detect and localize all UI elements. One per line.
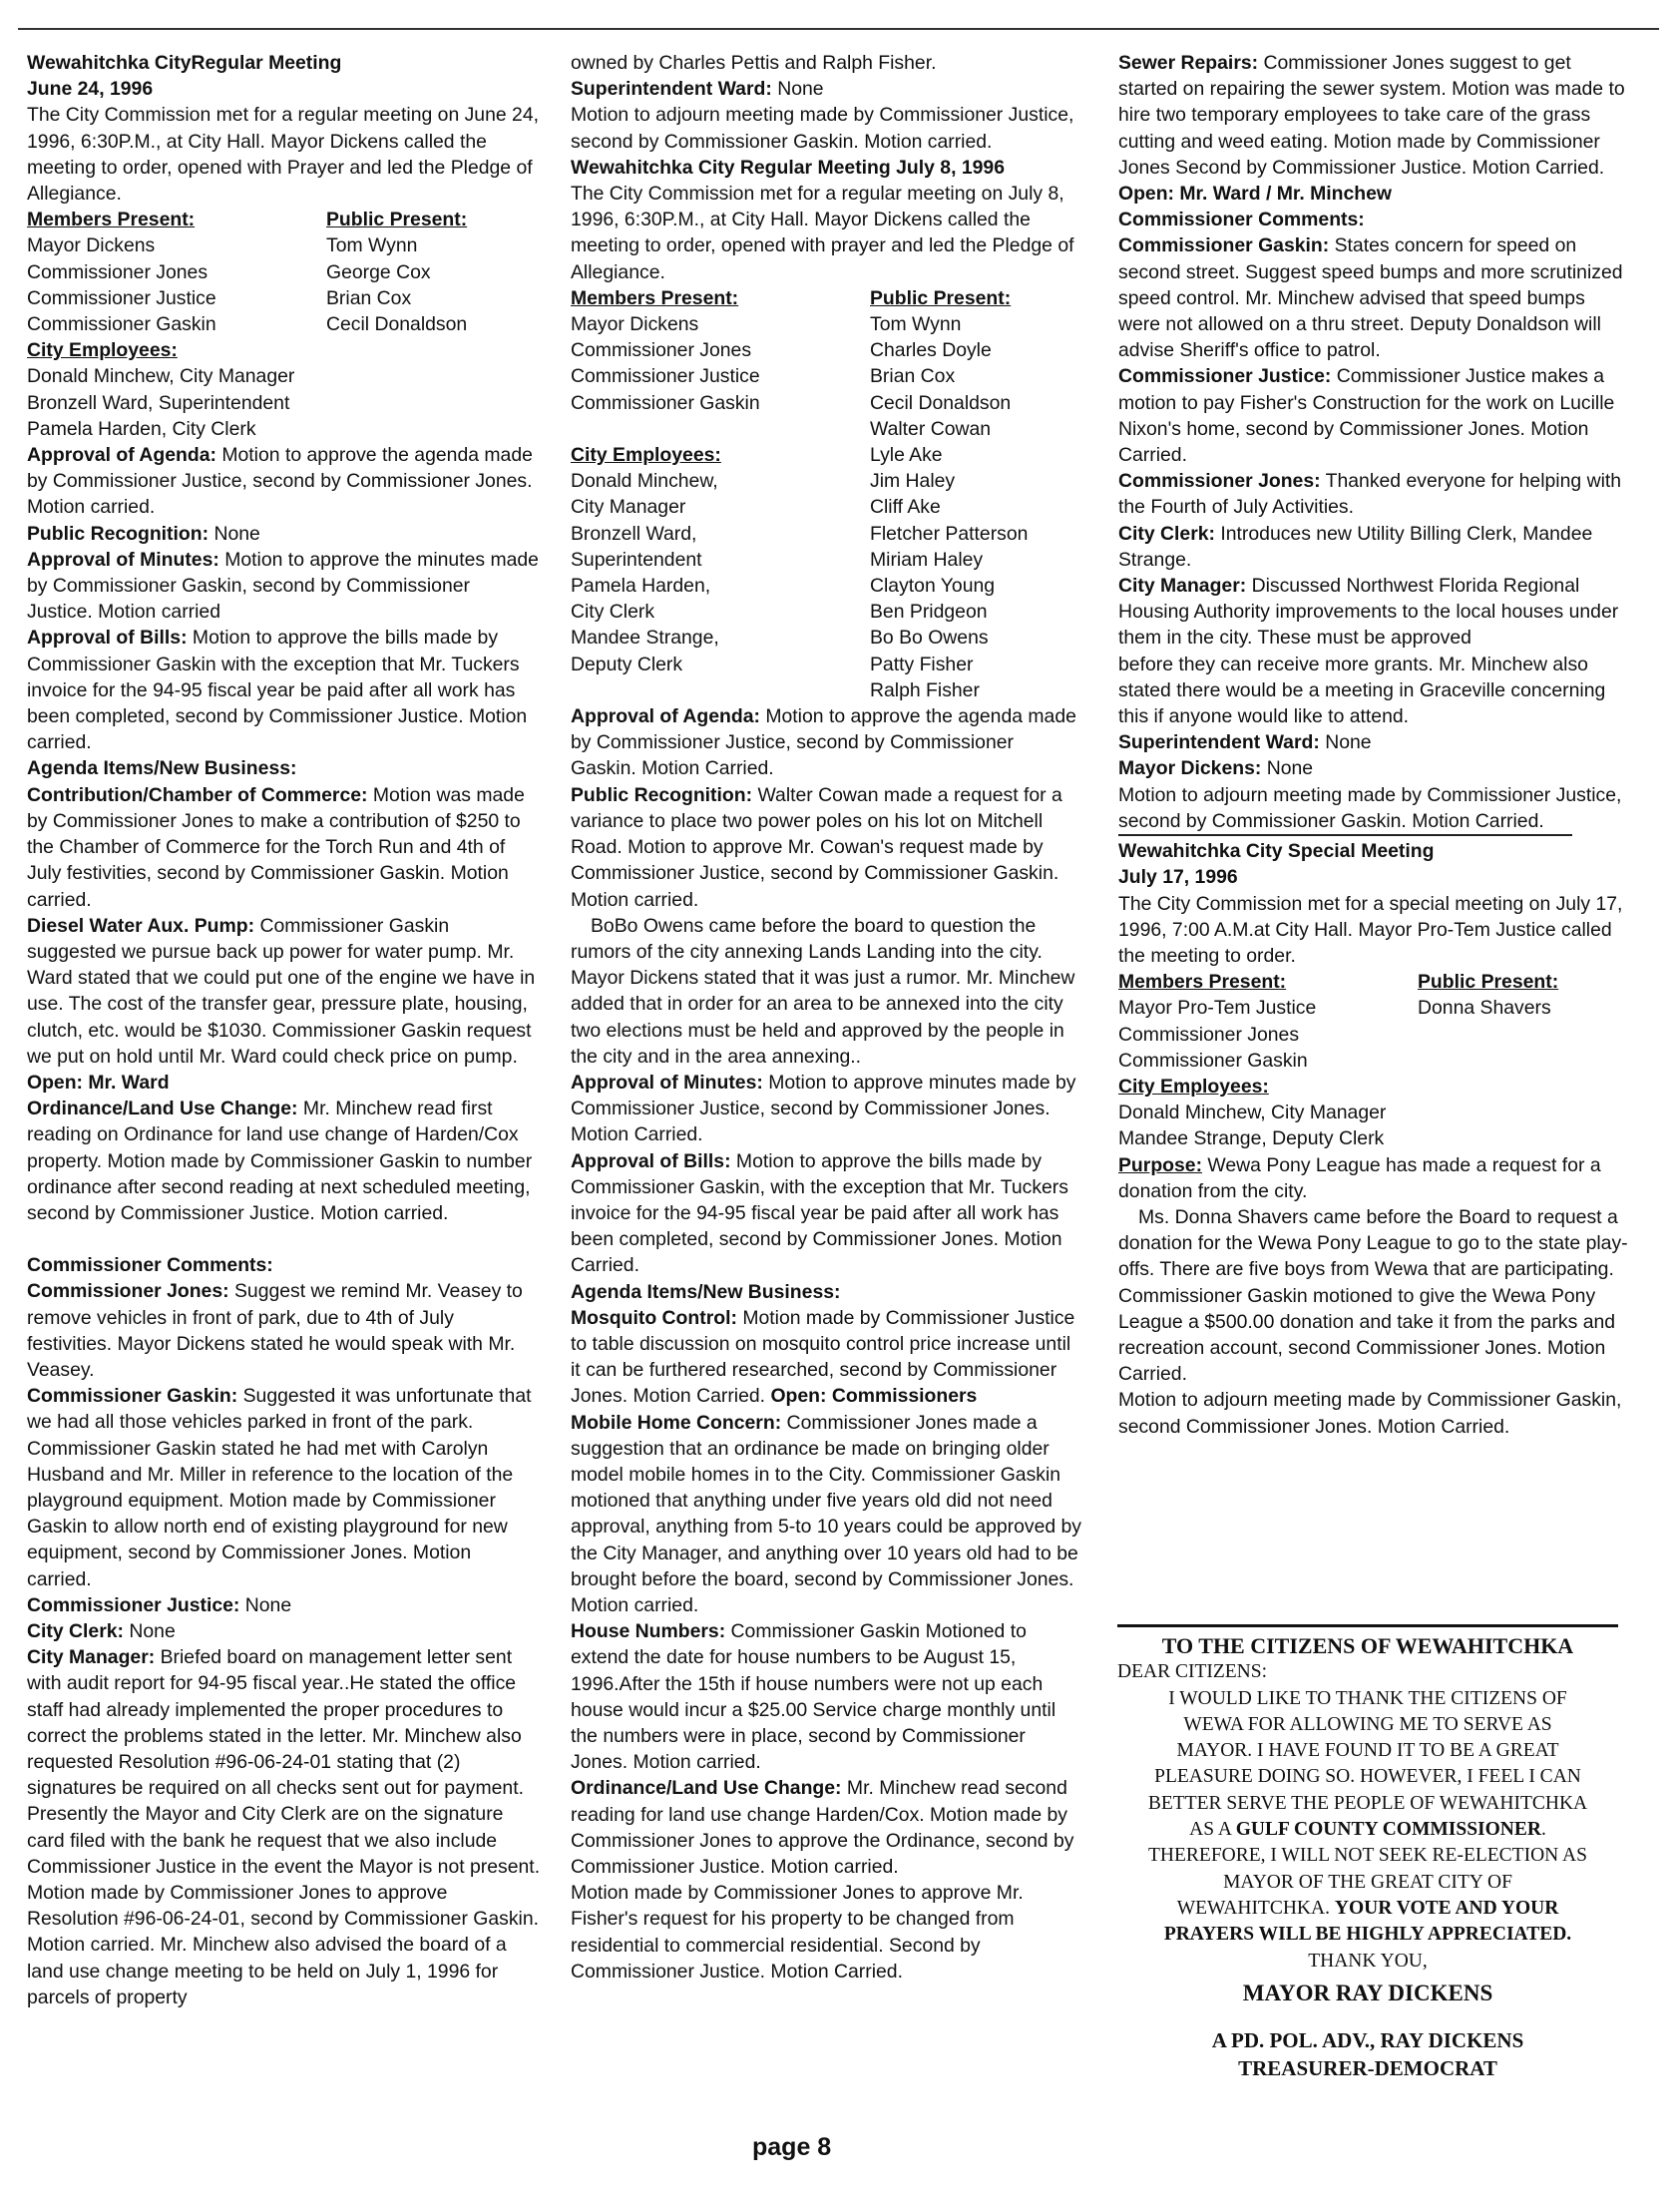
- item-text: Motion to approve the bills made by Commissioner Gaskin with the exception that Mr. Tuckers invoice for the 94-95 fiscal year be paid after all work has been completed, second by Commissioner Justice. Motion carried.: [27, 627, 528, 754]
- item-heading: Diesel Water Aux. Pump:: [27, 914, 255, 937]
- attendance-cell: Walter Cowan: [870, 417, 992, 440]
- ad-paid-line-1: A PD. POL. ADV., RAY DICKENS: [1211, 2028, 1524, 2053]
- attendance-cell: Brian Cox: [326, 286, 412, 309]
- item-text: Pamela Harden, City Clerk: [27, 417, 256, 440]
- item-text: Suggested it was unfortunate that we had all those vehicles parked in front of the park. Commissioner Gaskin stated he had met with Carolyn Husband and Mr. Miller in reference to the location of the playground equipment. Motion made by Commissioner Gaskin to allow north end of existing playground for new equipment, second by Commissioner Jones. Motion carried.: [27, 1385, 532, 1590]
- attendance-cell: Miriam Haley: [870, 548, 984, 571]
- agenda-item: [571, 1070, 1083, 1148]
- paragraph: [1118, 864, 1632, 890]
- agenda-item: [27, 1278, 541, 1383]
- paragraph: [1118, 1125, 1632, 1151]
- agenda-item: [27, 521, 541, 547]
- item-text: City Employees:: [1118, 1075, 1269, 1098]
- agenda-item: [571, 1775, 1083, 1880]
- ad-body: [1117, 1686, 1618, 1817]
- item-text: None: [209, 522, 260, 545]
- ad-thanks: THANK YOU,: [1308, 1950, 1428, 1972]
- item-text: Wewahitchka CityRegular Meeting: [27, 52, 342, 74]
- agenda-item: [27, 625, 541, 755]
- item-text: Commissioner Comments:: [1118, 209, 1365, 231]
- agenda-item: [1118, 1152, 1632, 1204]
- item-open: Open: Commissioners: [770, 1385, 978, 1408]
- paragraph: [27, 102, 541, 207]
- item-text: Agenda Items/New Business:: [571, 1280, 841, 1303]
- attendance-cell: Jim Haley: [870, 470, 956, 493]
- attendance-cell: Commissioner Justice: [27, 286, 216, 309]
- spacer: [27, 1226, 541, 1252]
- agenda-item: [571, 703, 1083, 782]
- item-text: None: [1261, 757, 1314, 780]
- attendance-header: Members Present:: [27, 209, 196, 231]
- item-text: Mr. Minchew read first reading on Ordinance for land use change of Harden/Cox property. Motion made by Commissioner Gaskin to number ordinance after second reading at next scheduled meeting, second by Commissioner Justice. Motion carried.: [27, 1098, 533, 1224]
- attendance-header: Public Present:: [326, 209, 468, 231]
- attendance-cell: Commissioner Gaskin: [1118, 1049, 1308, 1072]
- agenda-item: [571, 1148, 1083, 1279]
- item-open: Open: Mr. Ward: [27, 1071, 170, 1094]
- paragraph: [27, 363, 541, 389]
- item-heading: Superintendent Ward:: [1118, 731, 1320, 754]
- attendance-cell: [1418, 1022, 1632, 1048]
- agenda-item: [27, 1383, 541, 1592]
- item-text: July 17, 1996: [1118, 866, 1238, 889]
- item-heading: City Clerk:: [1118, 522, 1215, 545]
- item-text: Bronzell Ward, Superintendent: [27, 391, 290, 414]
- item-text: Commissioner Justice makes a motion to pay Fisher's Construction for the work on Lucille Nixon's home, second by Commissioner Jones. Motion Carried.: [1118, 365, 1615, 467]
- item-heading: Ordinance/Land Use Change:: [571, 1777, 842, 1800]
- agenda-item: [27, 782, 541, 913]
- attendance-cell: Commissioner Gaskin: [27, 313, 216, 336]
- item-text: City Employees:: [27, 339, 178, 362]
- column-2: [571, 50, 1083, 1985]
- item-text: States concern for speed on second street. Suggest speed bumps and more scrutinized speed control. Mr. Minchew advised that speed bumps were not allowed on a thru street. Deputy Donaldson will advise Sheriff's office to patrol.: [1118, 234, 1623, 362]
- attendance-table: [571, 285, 1083, 703]
- attendance-cell: City Manager: [571, 496, 686, 519]
- attendance-cell: Commissioner Jones: [1118, 1023, 1300, 1046]
- item-text: owned by Charles Pettis and Ralph Fisher.: [571, 52, 937, 74]
- item-heading: City Manager:: [27, 1646, 156, 1669]
- item-heading: Public Recognition:: [571, 783, 753, 806]
- paragraph: [27, 76, 541, 102]
- agenda-item: [27, 913, 541, 1096]
- attendance-cell: Commissioner Jones: [27, 260, 209, 283]
- item-heading: Contribution/Chamber of Commerce:: [27, 783, 368, 806]
- paragraph: [27, 755, 541, 781]
- item-heading: Mayor Dickens:: [1118, 757, 1262, 780]
- attendance-cell: Bo Bo Owens: [870, 627, 989, 650]
- paragraph: [27, 1252, 541, 1278]
- attendance-header: Members Present:: [1118, 971, 1287, 994]
- attendance-cell: Fletcher Patterson: [870, 522, 1029, 545]
- attendance-cell: Ralph Fisher: [870, 678, 980, 701]
- ad-line: PLEASURE DOING SO. HOWEVER, I FEEL I CAN: [1154, 1766, 1581, 1788]
- ad-line: MAYOR. I HAVE FOUND IT TO BE A GREAT: [1176, 1740, 1559, 1762]
- item-text: Commissioner Jones made a suggestion that an ordinance be made on bringing older model mobile homes in to the City. Commissioner Gaskin motioned that anything under five years old did not need approval, anything from 5-to 10 years could be approved by the City Manager, and anything over 10 years old had to be brought before the board, second by Commissioner Jones. Motion carried.: [571, 1411, 1082, 1616]
- paragraph: [1118, 1204, 1632, 1387]
- page-number: page 8: [752, 2133, 832, 2161]
- item-text: Thanked everyone for helping with the Fourth of July Activities.: [1118, 470, 1622, 519]
- item-text: None: [123, 1619, 176, 1642]
- item-text: Motion made by Commissioner Jones to approve Mr. Fisher's request for his property to be changed from residential to commercial residential. Second by Commissioner Justice. Motion Carried.: [571, 1882, 1024, 1983]
- attendance-header: Members Present:: [571, 286, 739, 309]
- ad-line: AS A GULF COUNTY COMMISSIONER.: [1189, 1819, 1546, 1841]
- agenda-item: [1118, 521, 1632, 573]
- ad-line: PRAYERS WILL BE HIGHLY APPRECIATED.: [1163, 1924, 1572, 1946]
- item-text: Suggest we remind Mr. Veasey to remove vehicles in front of park, due to 4th of July festivities. Mayor Dickens stated he would speak with Mr. Veasey.: [27, 1280, 523, 1381]
- section-rule: [1118, 834, 1572, 836]
- attendance-cell: Pamela Harden,: [571, 575, 711, 598]
- attendance-cell: Deputy Clerk: [571, 653, 683, 675]
- item-text: Motion to adjourn meeting made by Commissioner Gaskin, second Commissioner Jones. Motion Carried.: [1118, 1389, 1622, 1438]
- item-text: Motion to approve the agenda made by Commissioner Justice, second by Commissioner Jones. Motion carried.: [27, 444, 533, 519]
- attendance-header: Public Present:: [870, 286, 1012, 309]
- item-text: Wewahitchka City Regular Meeting July 8, 1996: [571, 156, 1006, 179]
- attendance-header: Public Present:: [1418, 971, 1559, 994]
- agenda-item: [1118, 363, 1632, 468]
- item-text: Mandee Strange, Deputy Clerk: [1118, 1127, 1385, 1150]
- ad-title: TO THE CITIZENS OF WEWAHITCHKA: [1161, 1633, 1574, 1658]
- attendance-cell: Commissioner Justice: [571, 365, 760, 388]
- item-heading: Commissioner Justice:: [27, 1593, 240, 1616]
- item-heading: Approval of Agenda:: [571, 705, 760, 728]
- item-text: before they can receive more grants. Mr. Minchew also stated there would be a meeting in Graceville concerning this if anyone would like to attend.: [1118, 653, 1606, 728]
- paragraph: [1118, 1100, 1632, 1125]
- paragraph: [1118, 207, 1632, 232]
- ad-signature: MAYOR RAY DICKENS: [1242, 1980, 1493, 2005]
- item-heading: Commissioner Gaskin:: [1118, 234, 1330, 257]
- attendance-cell: [571, 416, 870, 442]
- item-heading: House Numbers:: [571, 1620, 726, 1643]
- item-text: None: [1319, 731, 1372, 754]
- attendance-cell: City Clerk: [571, 601, 655, 624]
- paragraph: [1118, 1387, 1632, 1439]
- attendance-cell: [571, 677, 870, 703]
- paragraph: [27, 50, 541, 76]
- attendance-cell: Mandee Strange,: [571, 627, 719, 650]
- attendance-cell: Mayor Pro-Tem Justice: [1118, 997, 1317, 1020]
- attendance-cell: Patty Fisher: [870, 653, 974, 675]
- agenda-item: [571, 1305, 1083, 1410]
- item-text: Mr. Minchew read second reading for land use change Harden/Cox. Motion made by Commissioner Jones to approve the Ordinance, second by Commissioner Justice. Motion carried.: [571, 1777, 1074, 1879]
- item-text: Briefed board on management letter sent with audit report for 94-95 fiscal year..He stated the office staff had already implemented the proper procedures to correct the problems stated in the letter. Mr. Minchew also requested Resolution #96-06-24-01 stating that (2) signatures be required on all checks sent out for payment. Presently the Mayor and City Clerk are on the signature card filed with the bank he request that we also include Commissioner Justice in the event the Mayor is not present. Motion made by Commissioner Jones to approve Resolution #96-06-24-01, second by Commissioner Gaskin. Motion carried. Mr. Minchew also advised the board of a land use change meeting to be held on July 1, 1996 for parcels of property: [27, 1646, 541, 2008]
- item-heading: Commissioner Justice:: [1118, 365, 1332, 388]
- item-text: Wewahitchka City Special Meeting: [1118, 840, 1435, 863]
- paragraph: [1118, 1074, 1632, 1100]
- item-text: Wewa Pony League has made a request for a donation from the city.: [1118, 1153, 1601, 1202]
- attendance-cell: Cecil Donaldson: [870, 391, 1012, 414]
- agenda-item: [27, 1618, 541, 1644]
- ad-line: WEWAHITCHKA. YOUR VOTE AND YOUR: [1176, 1897, 1559, 1919]
- item-text: Motion to approve minutes made by Commissioner Justice, second by Commissioner Jones. Motion Carried.: [571, 1071, 1076, 1146]
- attendance-table: [1118, 969, 1632, 1074]
- paragraph: [571, 1279, 1083, 1305]
- paragraph: [571, 50, 1083, 76]
- item-heading: Ordinance/Land Use Change:: [27, 1098, 298, 1120]
- item-text: Commissioner Gaskin Motioned to extend the date for house numbers to be August 15, 1996.After the 15th if house numbers were not up each house would incur a $25.00 Service charge monthly until the numbers were in place, second by Commissioner Jones. Motion carried.: [571, 1620, 1056, 1774]
- item-text: The City Commission met for a special meeting on July 17, 1996, 7:00 A.M.at City Hall. Mayor Pro-Tem Justice called the meeting to order.: [1118, 892, 1623, 967]
- ad-line: MAYOR OF THE GREAT CITY OF: [1223, 1871, 1512, 1893]
- item-text: Motion to approve the minutes made by Commissioner Gaskin, second by Commissioner Justice. Motion carried: [27, 548, 539, 624]
- attendance-cell: George Cox: [326, 260, 431, 283]
- attendance-cell: Donna Shavers: [1418, 997, 1551, 1020]
- item-text: Walter Cowan made a request for a variance to place two power poles on his lot on Mitchell Road. Motion to approve Mr. Cowan's request made by Commissioner Justice, second by Commissioner Gaskin. Motion carried.: [571, 783, 1062, 911]
- item-heading: Approval of Agenda:: [27, 444, 216, 467]
- attendance-cell: Lyle Ake: [870, 444, 943, 467]
- ad-line: BETTER SERVE THE PEOPLE OF WEWAHITCHKA: [1147, 1792, 1588, 1814]
- item-heading: Sewer Repairs:: [1118, 52, 1259, 74]
- item-text: Motion to adjourn meeting made by Commissioner Justice, second by Commissioner Gaskin. Motion Carried.: [1118, 783, 1622, 832]
- agenda-item: [27, 1644, 541, 2010]
- agenda-item: [27, 1096, 541, 1226]
- item-heading: Purpose:: [1118, 1153, 1203, 1176]
- item-text: Ms. Donna Shavers came before the Board to request a donation for the Wewa Pony League to go to the state play-offs. There are five boys from Wewa that are participating. Commissioner Gaskin motioned to give the Wewa Pony League a $500.00 donation and take it from the parks and recreation account, second Commissioner Jones. Motion Carried.: [1118, 1205, 1628, 1386]
- attendance-cell: Mayor Dickens: [27, 234, 156, 257]
- attendance-cell: Commissioner Jones: [571, 339, 752, 362]
- item-text: Agenda Items/New Business:: [27, 757, 297, 780]
- attendance-cell: Brian Cox: [870, 365, 956, 388]
- attendance-cell: Cliff Ake: [870, 496, 941, 519]
- political-advertisement: [1117, 1624, 1618, 2082]
- agenda-item: [1118, 468, 1632, 520]
- attendance-cell: Tom Wynn: [326, 234, 418, 257]
- item-text: The City Commission met for a regular meeting on July 8, 1996, 6:30P.M., at City Hall. Mayor Dickens called the meeting to order, opened with prayer and led the Pledge of Allegiance.: [571, 183, 1074, 283]
- item-heading: Approval of Bills:: [27, 627, 188, 650]
- item-text: Discussed Northwest Florida Regional Housing Authority improvements to the local houses under them in the city. These must be approved: [1118, 575, 1619, 650]
- item-text: Motion was made by Commissioner Jones to make a contribution of $250 to the Chamber of Commerce for the Torch Run and 4th of July festivities, second by Commissioner Gaskin. Motion carried.: [27, 783, 525, 911]
- item-heading: Superintendent Ward:: [571, 78, 772, 101]
- agenda-item: [1118, 573, 1632, 652]
- item-open: Open: Mr. Ward / Mr. Minchew: [1118, 183, 1393, 206]
- item-text: Donald Minchew, City Manager: [1118, 1102, 1387, 1124]
- item-text: Donald Minchew, City Manager: [27, 365, 295, 388]
- ad-paid-line-2: TREASURER-DEMOCRAT: [1238, 2056, 1497, 2081]
- item-text: Commissioner Comments:: [27, 1254, 273, 1277]
- paragraph: [27, 416, 541, 442]
- attendance-cell: Donald Minchew,: [571, 470, 718, 493]
- paragraph: [27, 337, 541, 363]
- attendance-cell: Clayton Young: [870, 575, 996, 598]
- top-rule: [18, 28, 1659, 30]
- paragraph: [571, 155, 1083, 181]
- item-text: Motion made by Commissioner Justice to table discussion on mosquito control price increase until it can be furthered researched, second by Commissioner Jones. Motion Carried.: [571, 1306, 1075, 1408]
- agenda-item: [27, 1592, 541, 1618]
- item-text: Motion to adjourn meeting made by Commissioner Justice, second by Commissioner Gaskin. Motion carried.: [571, 104, 1074, 153]
- ad-body-2: [1117, 1843, 1618, 1896]
- item-heading: City Manager:: [1118, 575, 1247, 598]
- column-3: [1118, 50, 1632, 1440]
- item-heading: Approval of Minutes:: [571, 1071, 763, 1094]
- ad-line: WEWA FOR ALLOWING ME TO SERVE AS: [1183, 1713, 1552, 1735]
- paragraph: [571, 1880, 1083, 1985]
- agenda-item: [1118, 729, 1632, 755]
- attendance-cell: [1418, 1048, 1632, 1074]
- agenda-item: [571, 76, 1083, 102]
- ad-line: I WOULD LIKE TO THANK THE CITIZENS OF: [1168, 1687, 1567, 1709]
- agenda-item: [1118, 50, 1632, 207]
- item-heading: Commissioner Jones:: [27, 1280, 229, 1303]
- item-heading: Approval of Bills:: [571, 1149, 731, 1172]
- item-text: None: [771, 78, 824, 101]
- paragraph: [571, 102, 1083, 154]
- paragraph: [571, 913, 1083, 1070]
- attendance-cell: City Employees:: [571, 444, 721, 467]
- agenda-item: [27, 547, 541, 626]
- paragraph: [1118, 838, 1632, 864]
- item-text: Motion to approve the bills made by Commissioner Gaskin, with the exception that Mr. Tuckers invoice for the 94-95 fiscal year be paid after all work has been completed, second by Commissioner Jones. Motion Carried.: [571, 1149, 1068, 1277]
- item-text: None: [239, 1593, 292, 1616]
- item-text: Commissioner Jones suggest to get started on repairing the sewer system. Motion was made to hire two temporary employees to take care of the grass cutting and weed eating. Motion made by Commissioner Jones Second by Commissioner Justice. Motion Carried.: [1118, 52, 1625, 179]
- paragraph: [1118, 891, 1632, 970]
- attendance-cell: Cecil Donaldson: [326, 313, 468, 336]
- item-text: The City Commission met for a regular meeting on June 24, 1996, 6:30P.M., at City Hall. Mayor Dickens called the meeting to order, opened with Prayer and led the Pledge of Allegiance.: [27, 104, 539, 206]
- agenda-item: [571, 1618, 1083, 1775]
- item-text: Introduces new Utility Billing Clerk, Mandee Strange.: [1118, 522, 1593, 571]
- ad-line: THEREFORE, I WILL NOT SEEK RE-ELECTION AS: [1148, 1845, 1587, 1867]
- attendance-cell: Tom Wynn: [870, 313, 962, 336]
- item-heading: Mobile Home Concern:: [571, 1411, 782, 1434]
- agenda-item: [571, 1410, 1083, 1619]
- item-heading: City Clerk:: [27, 1619, 124, 1642]
- agenda-item: [1118, 755, 1632, 781]
- item-heading: Mosquito Control:: [571, 1306, 737, 1329]
- item-heading: Public Recognition:: [27, 522, 210, 545]
- paragraph: [571, 181, 1083, 285]
- item-text: Motion to approve the agenda made by Commissioner Justice, second by Commissioner Gaskin. Motion Carried.: [571, 705, 1076, 780]
- agenda-item: [27, 442, 541, 521]
- paragraph: [27, 390, 541, 416]
- agenda-item: [571, 782, 1083, 913]
- column-1: [27, 50, 541, 2010]
- ad-greeting: DEAR CITIZENS:: [1117, 1661, 1268, 1683]
- item-heading: Commissioner Gaskin:: [27, 1385, 238, 1408]
- attendance-cell: Superintendent: [571, 548, 702, 571]
- attendance-cell: Bronzell Ward,: [571, 522, 697, 545]
- attendance-cell: Commissioner Gaskin: [571, 391, 760, 414]
- attendance-cell: Charles Doyle: [870, 339, 992, 362]
- paragraph: [1118, 652, 1632, 730]
- item-text: BoBo Owens came before the board to question the rumors of the city annexing Lands Landing into the city. Mayor Dickens stated that it was just a rumor. Mr. Minchew added that in order for an area to be annexed into the city two elections must be held and approved by the people in the city and in the area annexing..: [571, 914, 1075, 1068]
- item-text: Commissioner Gaskin suggested we pursue back up power for water pump. Mr. Ward stated that we could put one of the engine we have in use. The cost of the transfer gear, pressure plate, housing, clutch, etc. would be $1030. Commissioner Gaskin request we put on hold until Mr. Ward could check price on pump.: [27, 914, 536, 1068]
- attendance-cell: Mayor Dickens: [571, 313, 699, 336]
- item-heading: Commissioner Jones:: [1118, 470, 1321, 493]
- item-text: June 24, 1996: [27, 78, 154, 101]
- attendance-cell: Ben Pridgeon: [870, 601, 988, 624]
- attendance-table: [27, 207, 541, 337]
- item-heading: Approval of Minutes:: [27, 548, 219, 571]
- paragraph: [1118, 782, 1632, 834]
- agenda-item: [1118, 232, 1632, 363]
